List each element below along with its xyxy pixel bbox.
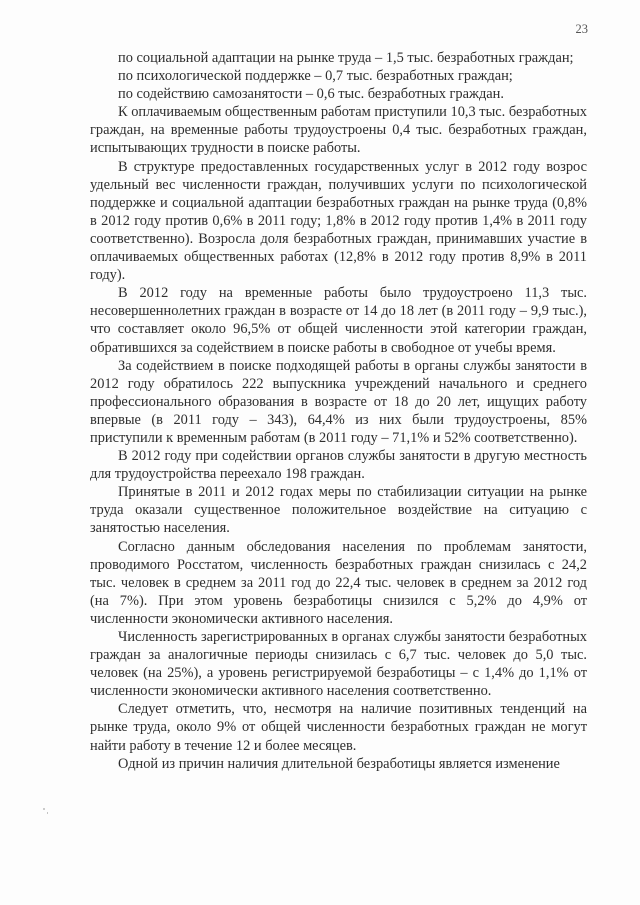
list-item-self-employment: по содействию самозанятости – 0,6 тыс. безработных граждан.	[118, 86, 504, 103]
paragraph-registered-unemployed: Численность зарегистрированных в органах службы занятости безработных граждан за аналогичные периоды снизилась с 6,7 тыс. человек до 5,0 тыс. человек (на 25%), а уровень регистрируемой безработицы – с 1,4% до 1,1% от численности экономически активного населения соответственно.	[90, 629, 587, 700]
paragraph-graduates: За содействием в поиске подходящей работы в органы службы занятости в 2012 году обратилось 222 выпускника учреждений начального и среднего профессионального образования в возрасте от 18 до 20 лет, ищущих работу впервые (в 2011 году – 343), 64,4% из них были трудоустроены, 85% приступили к временным работам (в 2011 году – 71,1% и 52% соответственно).	[90, 357, 587, 446]
paragraph-stabilization-measures: Принятые в 2011 и 2012 годах меры по стабилизации ситуации на рынке труда оказали существенное положительное воздействие на ситуацию с занятостью населения.	[90, 484, 587, 537]
paragraph-long-term-unemployment: Следует отметить, что, несмотря на наличие позитивных тенденций на рынке труда, около 9% от общей численности безработных граждан не могут найти работу в течение 12 и более месяцев.	[90, 701, 587, 754]
list-item-social-adaptation: по социальной адаптации на рынке труда – 1,5 тыс. безработных граждан;	[118, 50, 574, 66]
scan-speck	[43, 808, 45, 810]
paragraph-rosstat-survey: Согласно данным обследования населения по проблемам занятости, проводимого Росстатом, численность безработных граждан снизилась с 24,2 тыс. человек в среднем за 2011 год до 22,4 тыс. человек в среднем за 2012 год (на 7%). При этом уровень безработицы снизился с 5,2% до 4,9% от численности экономически активного населения.	[90, 538, 587, 627]
paragraph-services-structure: В структуре предоставленных государственных услуг в 2012 году возрос удельный вес численности граждан, получивших услуги по психологической поддержке и социальной адаптации безработных граждан на рынке труда (0,8% в 2012 году против 0,6% в 2011 году; 1,8% в 2012 году против 1,4% в 2011 году соответственно). Возросла доля безработных граждан, принимавших участие в оплачиваемых общественных работах (12,8% в 2012 году против 8,9% в 2011 году).	[90, 158, 587, 284]
page-number: 23	[575, 22, 588, 36]
list-item-psychological-support: по психологической поддержке – 0,7 тыс. безработных граждан;	[118, 68, 513, 85]
scan-speck	[47, 812, 48, 814]
paragraph-minors-employment: В 2012 году на временные работы было трудоустроено 11,3 тыс. несовершеннолетних граждан в возрасте от 14 до 18 лет (в 2011 году – 9,9 тыс.), что составляет около 96,5% от общей численности этой категории граждан, обратившихся за содействием в поиске работы в свободное от учебы время.	[90, 285, 587, 356]
paragraph-public-works: К оплачиваемым общественным работам приступили 10,3 тыс. безработных граждан, на временные работы трудоустроены 0,4 тыс. безработных граждан, испытывающих трудности в поиске работы.	[90, 104, 587, 157]
paragraph-relocation: В 2012 году при содействии органов службы занятости в другую местность для трудоустройства переехало 198 граждан.	[90, 448, 587, 483]
body-text	[90, 49, 587, 773]
paragraph-cause-continued: Одной из причин наличия длительной безработицы является изменение	[118, 755, 560, 772]
